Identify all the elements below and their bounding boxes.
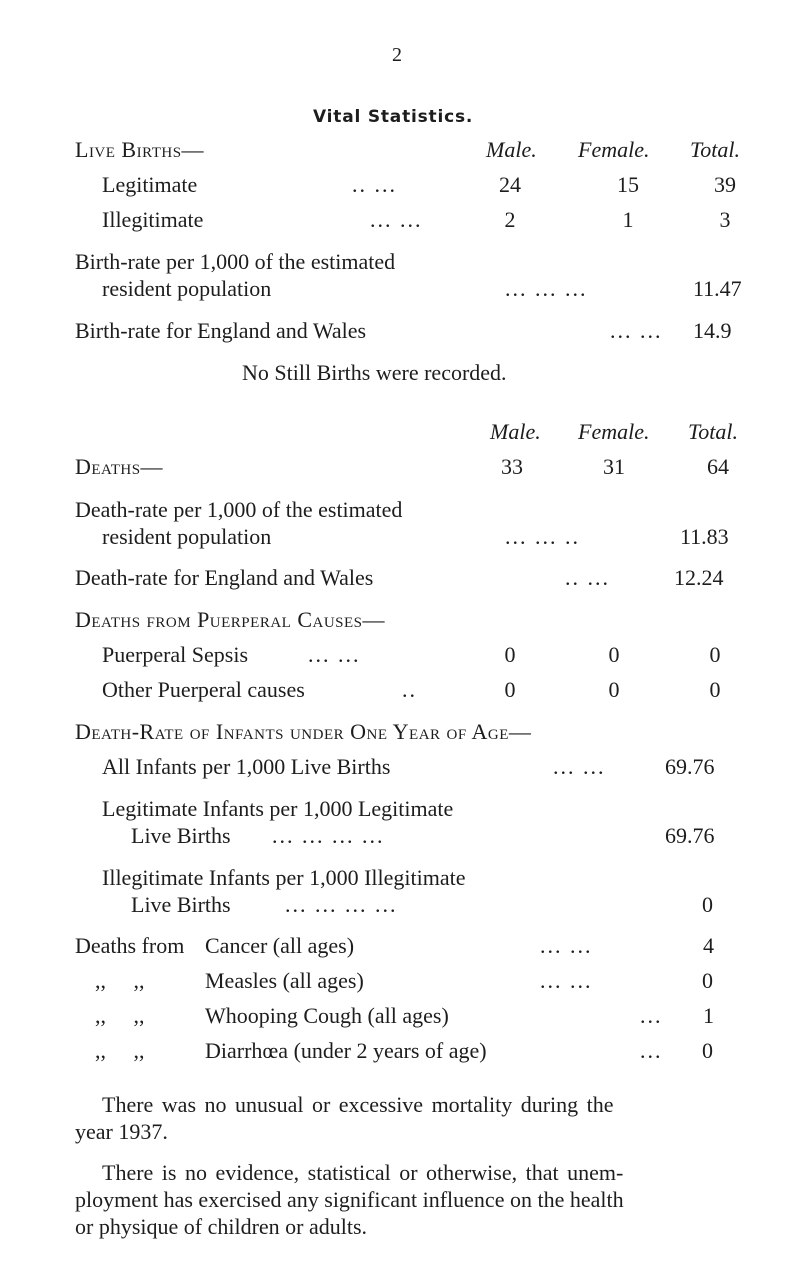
- death-rate-dots: ... ... ..: [505, 524, 580, 549]
- ditto-marks: ,, ,,: [95, 1003, 145, 1028]
- cause-cancer-dots: ... ...: [540, 933, 593, 958]
- legitimate-label: Legitimate: [102, 172, 198, 197]
- unemployment-paragraph-cont: ployment has exercised any significant influence on the health: [75, 1187, 624, 1212]
- death-rate-value: 11.83: [680, 524, 729, 549]
- mortality-paragraph: There was no unusual or excessive mortality during the: [102, 1092, 614, 1117]
- birth-rate-dots: ... ... ...: [505, 276, 588, 301]
- cause-measles-label: Measles (all ages): [205, 968, 364, 993]
- deaths-col-male: Male.: [490, 419, 541, 444]
- other-puerperal-dots: ..: [402, 677, 417, 702]
- illegitimate-female: 1: [622, 207, 634, 232]
- cause-whooping-cough-value: 1: [703, 1003, 714, 1028]
- all-infants-value: 69.76: [665, 754, 715, 779]
- cause-cancer-label: Cancer (all ages): [205, 933, 355, 958]
- legitimate-female: 15: [617, 172, 639, 197]
- cause-prefix: Deaths from: [75, 933, 185, 958]
- live-births-heading: Live Births—: [75, 137, 205, 162]
- ditto-marks: ,, ,,: [95, 968, 145, 993]
- puerperal-sepsis-male: 0: [504, 642, 516, 667]
- cause-cancer-value: 4: [703, 933, 714, 958]
- death-rate-ew-value: 12.24: [674, 565, 724, 590]
- mortality-paragraph-cont: year 1937.: [75, 1119, 168, 1144]
- puerperal-sepsis-total: 0: [709, 642, 721, 667]
- deaths-male: 33: [501, 454, 523, 479]
- cause-measles-dots: ... ...: [540, 968, 593, 993]
- deaths-total: 64: [707, 454, 729, 479]
- legitimate-dots: .. ...: [352, 172, 397, 197]
- death-rate-label-cont: resident population: [102, 524, 272, 549]
- illegitimate-dots: ... ...: [370, 207, 423, 232]
- ditto-marks: ,, ,,: [95, 1038, 145, 1063]
- illegitimate-male: 2: [504, 207, 516, 232]
- puerperal-sepsis-dots: ... ...: [308, 642, 361, 667]
- deaths-col-female: Female.: [578, 419, 650, 444]
- cause-whooping-cough-label: Whooping Cough (all ages): [205, 1003, 449, 1028]
- illegitimate-infants-label-cont: Live Births: [131, 892, 231, 917]
- puerperal-sepsis-label: Puerperal Sepsis: [102, 642, 249, 667]
- deaths-heading: Deaths—: [75, 454, 164, 479]
- cause-diarrhoea-dots: ...: [640, 1038, 663, 1063]
- unemployment-paragraph-end: or physique of children or adults.: [75, 1214, 368, 1239]
- deaths-col-total: Total.: [688, 419, 738, 444]
- other-puerperal-total: 0: [709, 677, 721, 702]
- illegitimate-infants-dots: ... ... ... ...: [285, 892, 398, 917]
- legitimate-infants-dots: ... ... ... ...: [272, 823, 385, 848]
- births-col-total: Total.: [690, 137, 740, 162]
- cause-diarrhoea-label: Diarrhœa (under 2 years of age): [205, 1038, 487, 1063]
- all-infants-label: All Infants per 1,000 Live Births: [102, 754, 391, 779]
- birth-rate-value: 11.47: [693, 276, 742, 301]
- puerperal-sepsis-female: 0: [608, 642, 620, 667]
- birth-rate-label-cont: resident population: [102, 276, 272, 301]
- death-rate-label: Death-rate per 1,000 of the estimated: [75, 497, 403, 522]
- birth-rate-ew-value: 14.9: [693, 318, 732, 343]
- birth-rate-label: Birth-rate per 1,000 of the estimated: [75, 249, 396, 274]
- birth-rate-ew-label: Birth-rate for England and Wales: [75, 318, 367, 343]
- illegitimate-total: 3: [719, 207, 731, 232]
- births-col-male: Male.: [486, 137, 537, 162]
- illegitimate-infants-value: 0: [702, 892, 713, 917]
- births-col-female: Female.: [578, 137, 650, 162]
- other-puerperal-label: Other Puerperal causes: [102, 677, 305, 702]
- legitimate-infants-label: Legitimate Infants per 1,000 Legitimate: [102, 796, 454, 821]
- other-puerperal-female: 0: [608, 677, 620, 702]
- illegitimate-label: Illegitimate: [102, 207, 204, 232]
- cause-measles-value: 0: [702, 968, 713, 993]
- legitimate-total: 39: [714, 172, 736, 197]
- legitimate-male: 24: [499, 172, 521, 197]
- illegitimate-infants-label: Illegitimate Infants per 1,000 Illegitimate: [102, 865, 466, 890]
- all-infants-dots: ... ...: [553, 754, 606, 779]
- deaths-female: 31: [603, 454, 625, 479]
- page-title: Vital Statistics.: [313, 107, 474, 127]
- death-rate-ew-dots: .. ...: [565, 565, 610, 590]
- page-number: 2: [392, 44, 402, 66]
- death-rate-ew-label: Death-rate for England and Wales: [75, 565, 374, 590]
- unemployment-paragraph: There is no evidence, statistical or otherwise, that unem-: [102, 1160, 624, 1185]
- cause-diarrhoea-value: 0: [702, 1038, 713, 1063]
- cause-whooping-cough-dots: ...: [640, 1003, 663, 1028]
- legitimate-infants-label-cont: Live Births: [131, 823, 231, 848]
- still-births-note: No Still Births were recorded.: [242, 360, 507, 385]
- birth-rate-ew-dots: ... ...: [610, 318, 663, 343]
- other-puerperal-male: 0: [504, 677, 516, 702]
- infant-death-rate-heading: Death-Rate of Infants under One Year of Age—: [75, 719, 532, 744]
- puerperal-heading: Deaths from Puerperal Causes—: [75, 607, 386, 632]
- legitimate-infants-value: 69.76: [665, 823, 715, 848]
